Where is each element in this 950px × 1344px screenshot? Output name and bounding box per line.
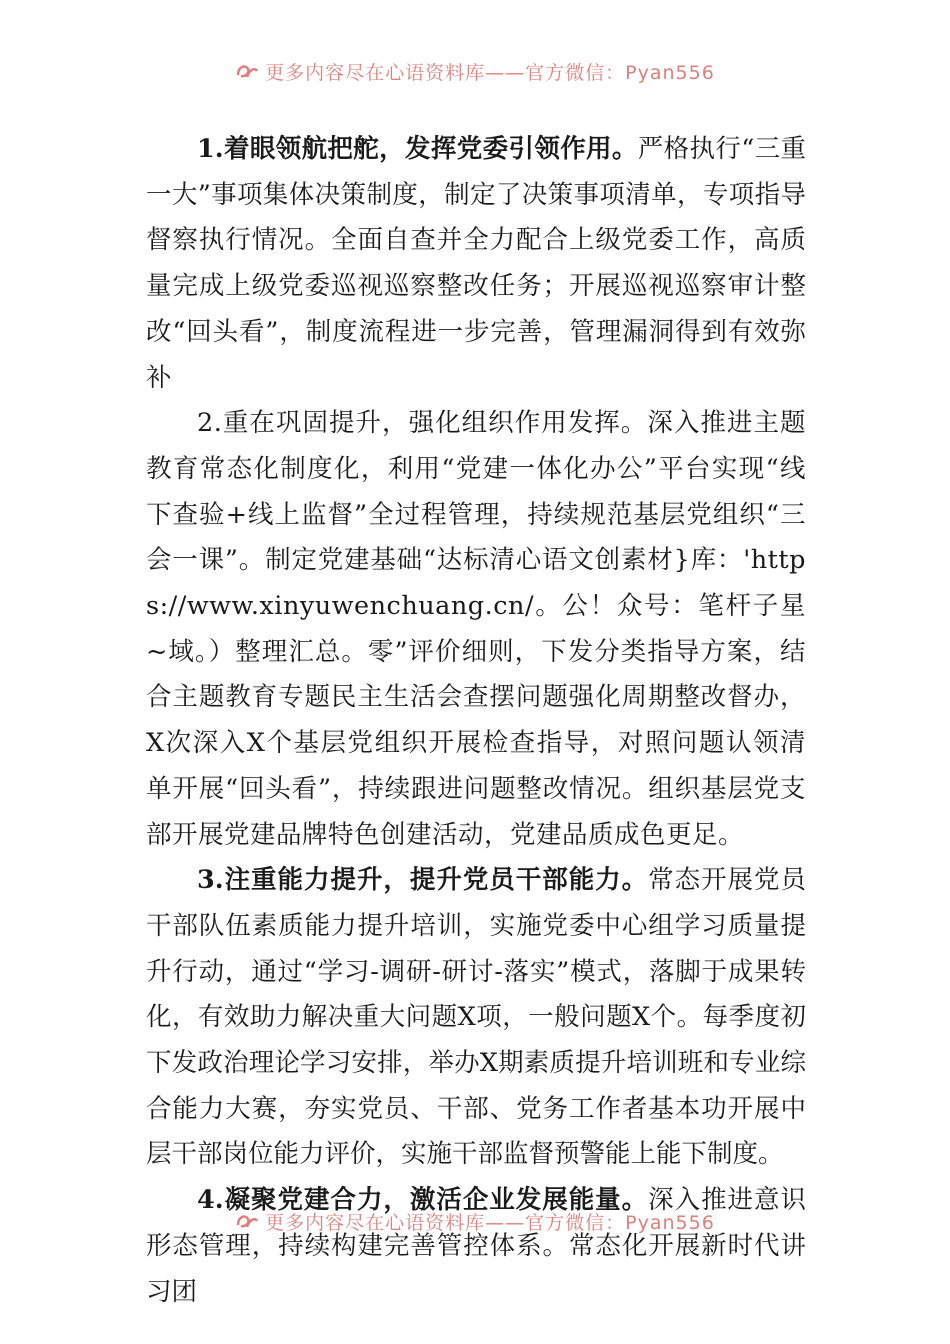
watermark-text: 更多内容尽在心语资料库——官方微信：Pyan556 [265,1212,715,1234]
paragraph-4-heading: 4.凝聚党建合力，激活企业发展能量。 [197,1185,649,1216]
paragraph-4 [146,1178,806,1315]
watermark-logo-icon [235,1211,259,1236]
watermark-bottom [0,1208,950,1236]
paragraph-2-body: 2.重在巩固提升，强化组织作用发挥。深入推进主题教育常态化制度化，利用“党建一体化办公”平台实现“线下查验+线上监督”全过程管理，持续规范基层党组织“三会一课”。制定党建基础“达标清心语文创素材}库：'https://www.xinyuwenchuang.cn/。公！众号：笔杆子星~域。）整理汇总。零”评价细则，下发分类指导方案，结合主题教育专题民主生活会查摆问题强化周期整改督办，X次深入X个基层党组织开展检查指导，对照问题认领清单开展“回头看”，持续跟进问题整改情况。组织基层党支部开展党建品牌特色创建活动，党建品质成色更足。 [146,408,806,850]
watermark-top [0,58,950,86]
document-body [146,127,806,1315]
paragraph-1-heading: 1.着眼领航把舵，发挥党委引领作用。 [197,134,638,164]
paragraph-1 [146,127,806,401]
paragraph-3-body: 常态开展党员干部队伍素质能力提升培训，实施党委中心组学习质量提升行动，通过“学习-调研-研讨-落实”模式，落脚于成果转化，有效助力解决重大问题X项，一般问题X个。每季度初下发政治理论学习安排，举办X期素质提升培训班和专业综合能力大赛，夯实党员、干部、党务工作者基本功开展中层干部岗位能力评价，实施干部监督预警能上能下制度。 [146,865,806,1170]
paragraph-1-body: 严格执行“三重一大”事项集体决策制度，制定了决策事项清单，专项指导督察执行情况。全面自查并全力配合上级党委工作，高质量完成上级党委巡视巡察整改任务；开展巡视巡察审计整改“回头看”，制度流程进一步完善，管理漏洞得到有效弥补 [146,134,806,393]
paragraph-2 [146,401,806,858]
watermark-text: 更多内容尽在心语资料库——官方微信：Pyan556 [265,62,715,84]
paragraph-3-heading: 3.注重能力提升，提升党员干部能力。 [197,865,649,896]
watermark-logo-icon [235,61,259,86]
paragraph-4-body: 深入推进意识形态管理，持续构建完善管控体系。常态化开展新时代讲习团 [146,1185,806,1307]
paragraph-3 [146,858,806,1178]
